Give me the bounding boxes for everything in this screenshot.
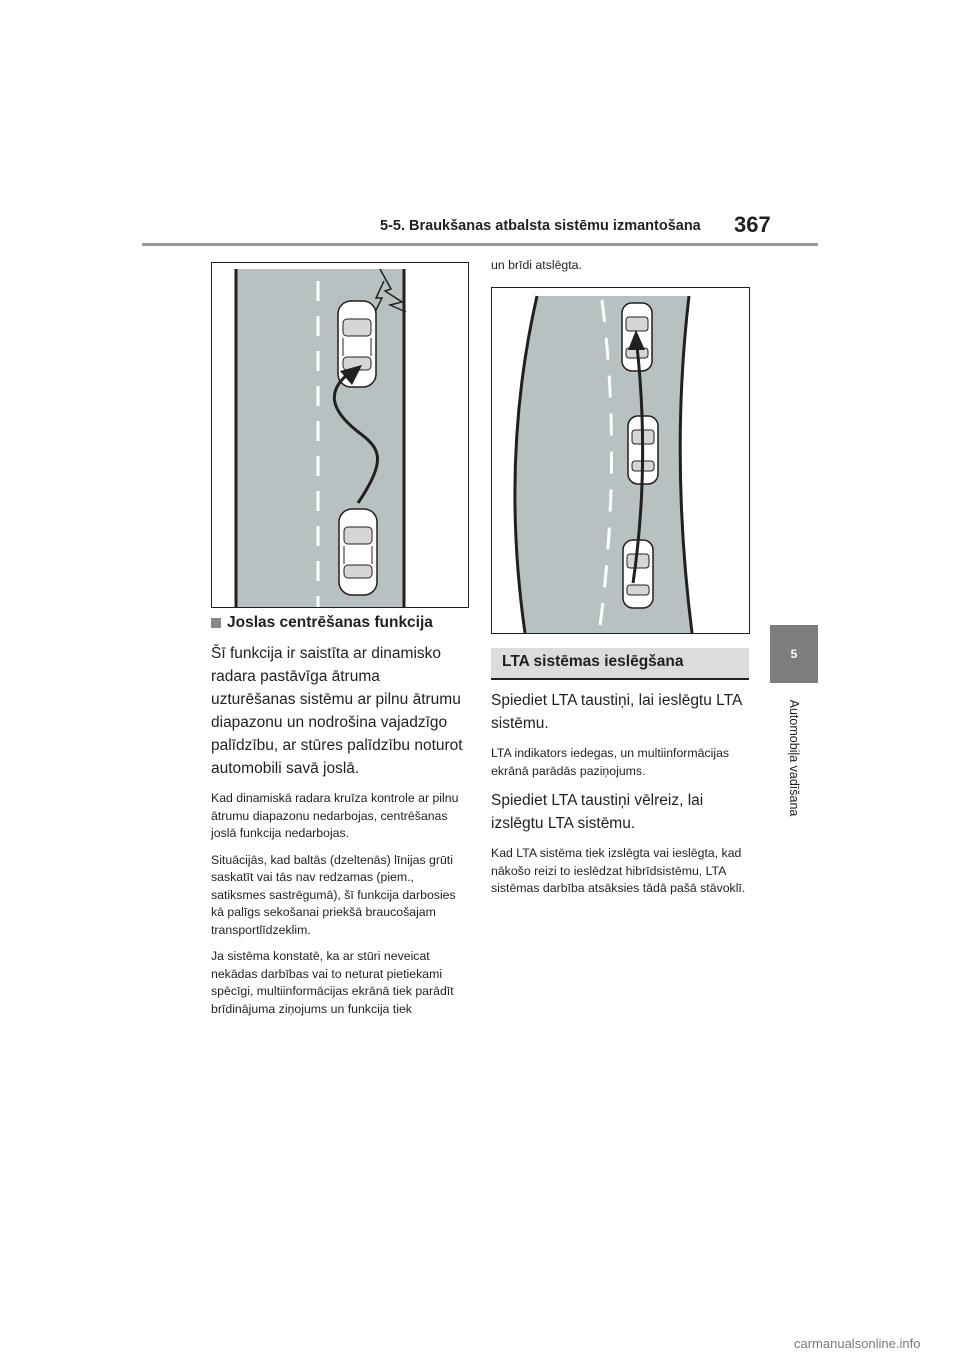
section-heading: [211, 614, 467, 632]
body-paragraph: Ja sistēma konstatē, ka ar stūri neveicat nekādas darbības vai to neturat pietiekami spēcīgi, multiinformācijas ekrānā tiek parādīt brīdinājuma ziņojums un funkcija tiek: [211, 949, 454, 1016]
lead-paragraph: Spiediet LTA taustiņi, lai ieslēgtu LTA sistēmu.: [491, 692, 742, 732]
section-header-band: [491, 648, 749, 680]
lane-centering-section: [211, 614, 467, 1027]
chapter-tab: 5: [770, 625, 818, 683]
lane-centering-drawing: [212, 263, 468, 607]
continued-text: un brīdi atslēgta.: [491, 258, 582, 272]
body-paragraph: Kad dinamiskā radara kruīza kontrole ar pilnu ātrumu diapazonu nedarbojas, centrēšanas joslā funkcija nedarbojas.: [211, 791, 459, 840]
section-title: LTA sistēmas ieslēgšana: [502, 653, 684, 670]
body-paragraph: LTA indikators iedegas, un multiinformācijas ekrānā parādās paziņojums.: [491, 746, 730, 778]
lta-section-body: [491, 689, 747, 907]
lead-paragraph: Spiediet LTA taustiņi vēlreiz, lai izslēgtu LTA sistēmu.: [491, 792, 704, 832]
watermark: carmanualsonline.info: [794, 1336, 921, 1351]
section-title: Joslas centrēšanas funkcija: [227, 614, 433, 631]
lane-tracing-illustration: [491, 287, 750, 634]
body-paragraph: Kad LTA sistēma tiek izslēgta vai ieslēgta, kad nākošo reizi to ieslēdzat hibrīdsistēmu, LTA sistēmas darbība atsāksies tādā pašā stāvoklī.: [491, 846, 746, 895]
body-paragraph: Situācijās, kad baltās (dzeltenās) līnijas grūti saskatīt vai tās nav redzamas (piem., satiksmes sastrēgumā), šī funkcija darbosies kā palīgs sekošanai priekšā braucošajam transportlīdzeklim.: [211, 852, 456, 937]
header-rule: [142, 243, 818, 246]
chapter-label: Automobiļa vadīšana: [787, 699, 801, 817]
lane-centering-illustration: [211, 262, 469, 608]
lead-paragraph: Šī funkcija ir saistīta ar dinamisko radara pastāvīga ātruma uzturēšanas sistēmu ar pilnu ātrumu diapazonu un nodrošina vajadzīgo palīdzību, ar stūres palīdzību noturot automobili savā joslā.: [211, 645, 463, 777]
car-top-icon: [339, 509, 377, 595]
lane-tracing-drawing: [492, 288, 749, 633]
header-title: 5-5. Braukšanas atbalsta sistēmu izmantošana: [380, 218, 701, 234]
page-number: 367: [734, 212, 771, 237]
square-bullet-icon: [211, 618, 221, 628]
